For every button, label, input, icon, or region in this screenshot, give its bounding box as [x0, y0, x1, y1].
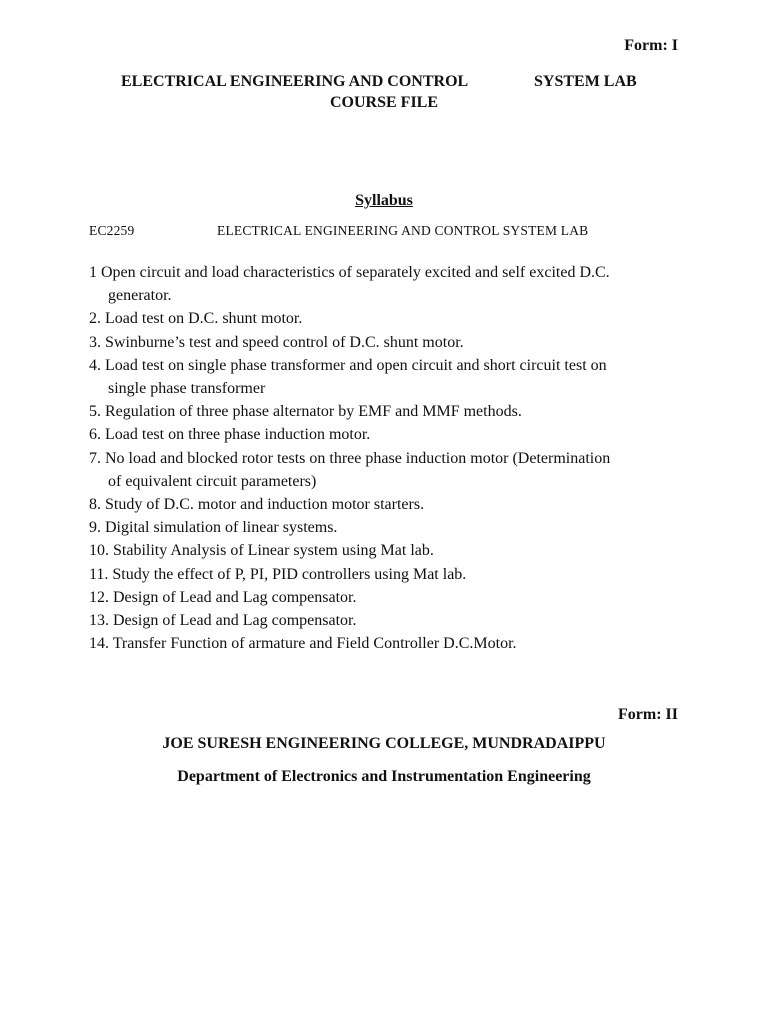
- course-code: EC2259: [89, 223, 135, 238]
- experiment-item: 9. Digital simulation of linear systems.: [89, 519, 338, 537]
- experiment-item: 5. Regulation of three phase alternator by EMF and MMF methods.: [89, 403, 522, 421]
- experiment-item: 1 Open circuit and load characteristics of separately excited and self excited D.C.: [89, 264, 610, 281]
- course-subject: ELECTRICAL ENGINEERING AND CONTROL SYSTEM LAB: [217, 223, 589, 238]
- experiment-item: 4. Load test on single phase transformer and open circuit and short circuit test on: [89, 356, 607, 374]
- document-title-right: SYSTEM LAB: [534, 73, 637, 90]
- experiment-item: 7. No load and blocked rotor tests on three phase induction motor (Determination: [89, 449, 611, 467]
- experiment-item: 13. Design of Lead and Lag compensator.: [89, 612, 357, 630]
- experiment-item: 2. Load test on D.C. shunt motor.: [89, 310, 303, 328]
- college-name: JOE SURESH ENGINEERING COLLEGE, MUNDRADAIPPU: [162, 735, 606, 752]
- form-two-label: Form: II: [618, 706, 678, 723]
- experiment-item: 6. Load test on three phase induction motor.: [89, 426, 371, 444]
- experiment-item: 11. Study the effect of P, PI, PID controllers using Mat lab.: [89, 565, 467, 583]
- experiment-item: 8. Study of D.C. motor and induction motor starters.: [89, 496, 425, 514]
- experiment-item-continuation: of equivalent circuit parameters): [108, 472, 317, 490]
- experiment-item-continuation: generator.: [108, 287, 172, 305]
- document-subtitle: COURSE FILE: [329, 94, 439, 111]
- experiment-item: 14. Transfer Function of armature and Field Controller D.C.Motor.: [89, 635, 517, 653]
- department-name: Department of Electronics and Instrumentation Engineering: [177, 768, 591, 785]
- syllabus-heading: Syllabus: [355, 192, 413, 209]
- document-title-left: ELECTRICAL ENGINEERING AND CONTROL: [121, 73, 469, 90]
- experiment-item: 10. Stability Analysis of Linear system using Mat lab.: [89, 542, 434, 560]
- experiment-item-continuation: single phase transformer: [108, 380, 266, 398]
- experiment-item: 3. Swinburne’s test and speed control of D.C. shunt motor.: [89, 333, 464, 351]
- experiment-item: 12. Design of Lead and Lag compensator.: [89, 588, 357, 606]
- syllabus-experiment-list: [89, 261, 689, 655]
- form-one-label: Form: I: [624, 37, 678, 54]
